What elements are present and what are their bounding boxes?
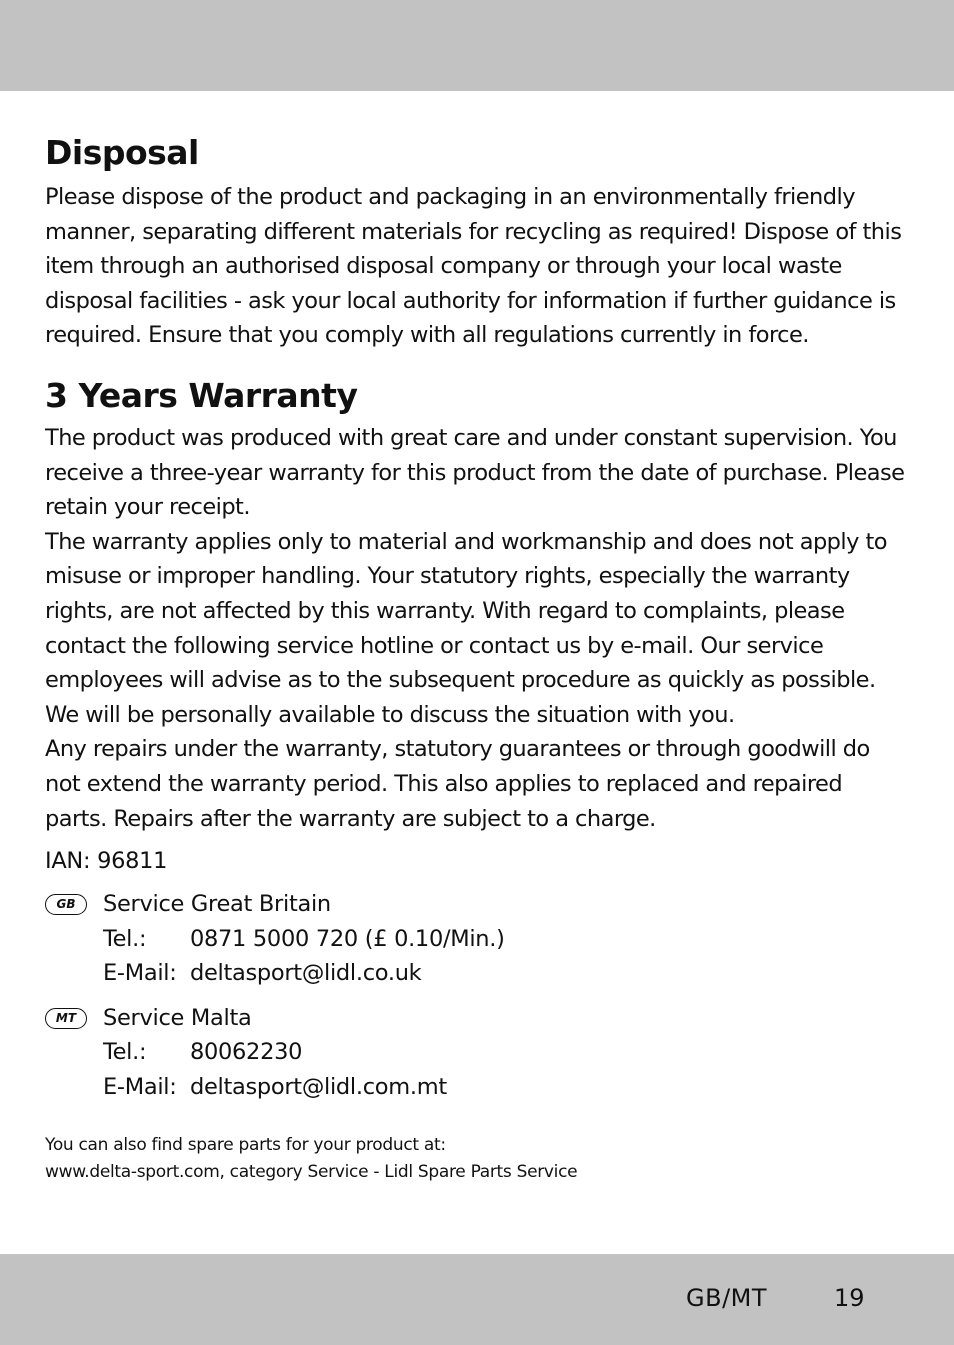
gb-country-badge: GB [45, 894, 87, 915]
warranty-heading: 3 Years Warranty [45, 375, 358, 415]
footer-region-label: GB/MT [686, 1284, 768, 1312]
spare-parts-note [45, 1132, 910, 1186]
service-tel-line [103, 1035, 910, 1070]
warranty-paragraph: The product was produced with great care and under constant supervision. You receive a three-year warranty for this product from the date of purchase. Please retain your receipt. [45, 424, 905, 521]
email-label: E-Mail: [103, 1073, 177, 1100]
spare-parts-link[interactable]: www.delta-sport.com, category Service - Lidl Spare Parts Service [45, 1162, 578, 1183]
service-gb [45, 887, 910, 991]
tel-number: 80062230 [190, 1039, 303, 1066]
service-name: Service Malta [103, 1004, 252, 1031]
service-email-line [103, 956, 910, 991]
ian-number: IAN: 96811 [45, 848, 168, 875]
tel-label: Tel.: [103, 925, 147, 952]
footer-bar [0, 1254, 954, 1345]
warranty-paragraph: Any repairs under the warranty, statutory guarantees or through goodwill do not extend the warranty period. This also applies to replaced and repaired parts. Repairs after the warranty are subject to a charge. [45, 736, 870, 832]
disposal-heading: Disposal [45, 133, 199, 172]
email-address[interactable]: deltasport@lidl.com.mt [190, 1073, 447, 1100]
tel-label: Tel.: [103, 1039, 147, 1066]
mt-country-badge: MT [45, 1008, 87, 1029]
page-content [45, 130, 910, 1186]
spare-parts-line: You can also find spare parts for your product at: [45, 1135, 446, 1156]
service-email-line [103, 1070, 910, 1105]
tel-number: 0871 5000 720 (£ 0.10/Min.) [190, 925, 505, 952]
disposal-text: Please dispose of the product and packaging in an environmentally friendly manner, separating different materials for recycling as required! Dispose of this item through an authorised disposal company or through your local waste disposal facilities - ask your local authority for information if further guidance is required. Ensure that you comply with all regulations currently in force. [45, 184, 902, 349]
header-bar [0, 0, 954, 91]
service-tel-line [103, 922, 910, 957]
warranty-paragraph: The warranty applies only to material and workmanship and does not apply to misuse or improper handling. Your statutory rights, especially the warranty rights, are not affected by this warranty. With regard to complaints, please contact the following service hotline or contact us by e-mail. Our service employees will advise as to the subsequent procedure as quickly as possible. We will be personally available to discuss the situation with you. [45, 528, 887, 728]
page-number: 19 [834, 1284, 865, 1312]
service-mt [45, 1001, 910, 1105]
email-address[interactable]: deltasport@lidl.co.uk [190, 960, 422, 987]
email-label: E-Mail: [103, 960, 177, 987]
service-name: Service Great Britain [103, 891, 331, 918]
